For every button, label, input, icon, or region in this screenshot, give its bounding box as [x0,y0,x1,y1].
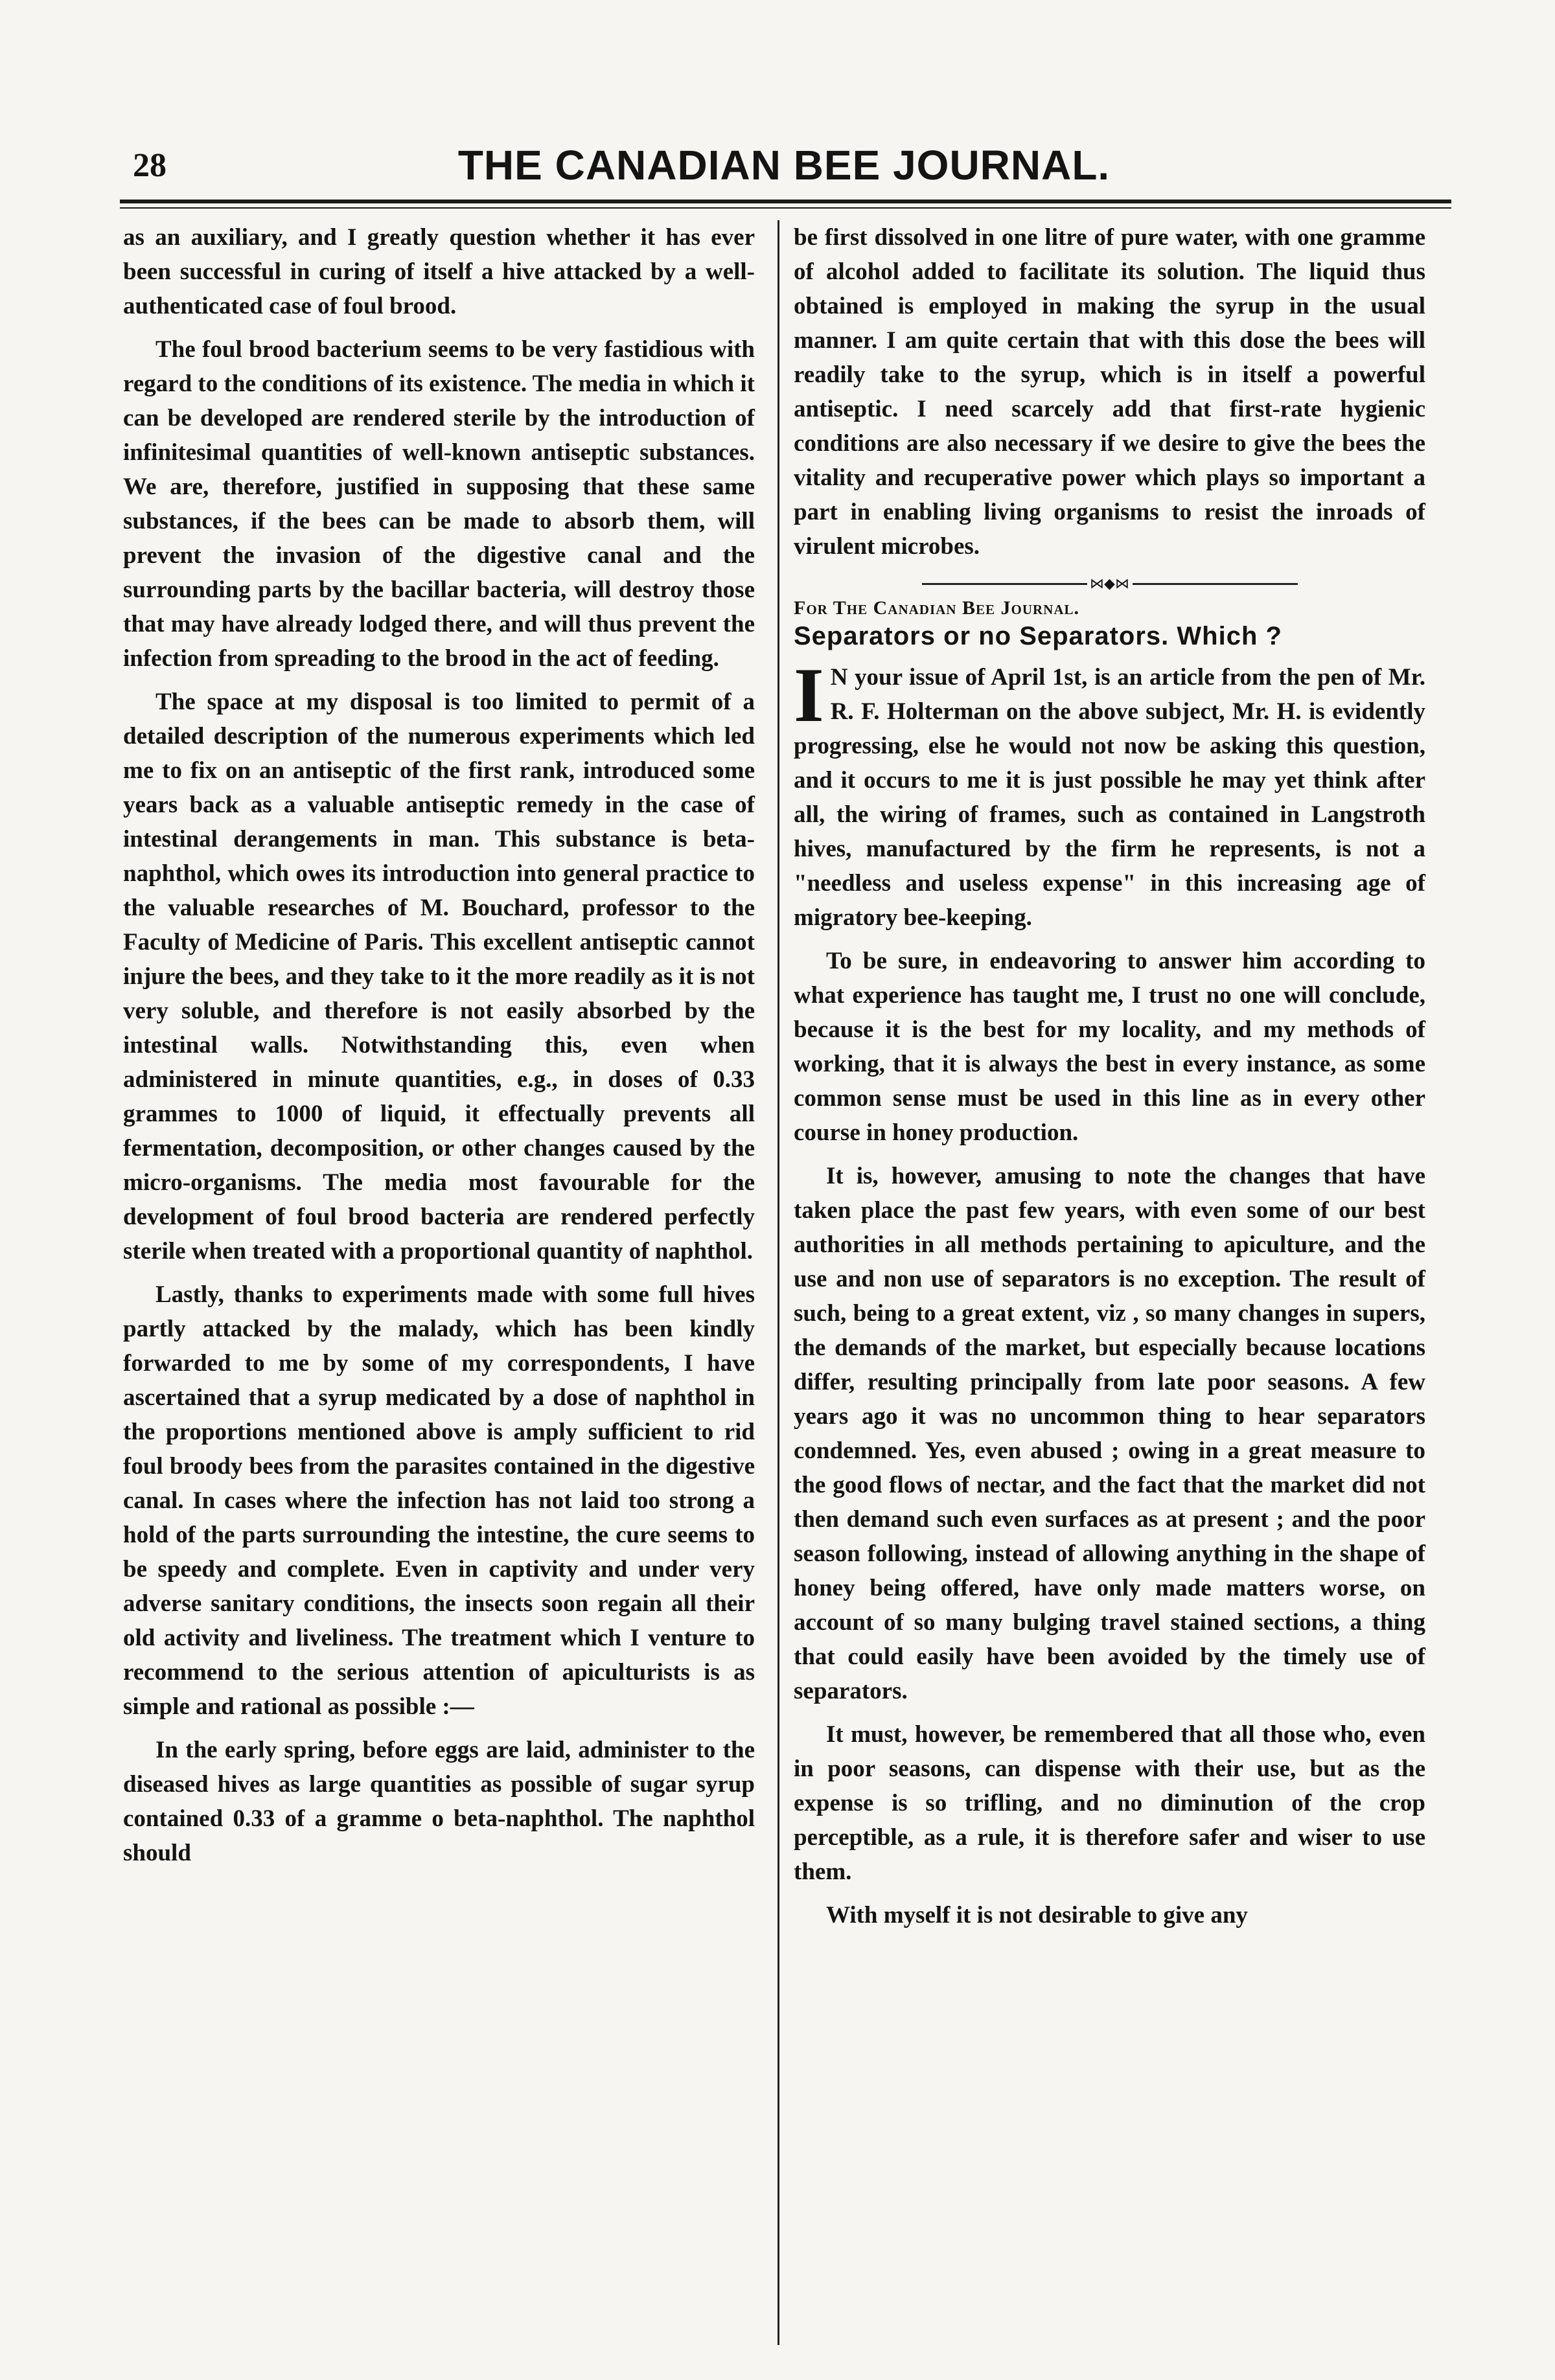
page-number: 28 [133,147,167,184]
column-divider [778,220,779,2345]
paragraph: To be sure, in endeavoring to answer him according to what experience has taught me, I trust no one will conclude, because it is the best for my locality, and my methods of working, that it is always the best in every instance, as some common sense must be used in this line as in every other course in honey production. [794,948,1425,1146]
left-column [123,220,755,1879]
header-rule-thin [120,207,1451,209]
journal-title: THE CANADIAN BEE JOURNAL. [457,142,1111,189]
paragraph: The foul brood bacterium seems to be very fastidious with regard to the conditions of its existence. The media in which it can be developed are rendered sterile by the introduction of infinitesimal quantities of well-known antiseptic substances. We are, therefore, justified in supposing that these same substances, if the bees can be made to absorb them, will prevent the invasion of the digestive canal and the surrounding parts by the bacillar bacteria, will destroy those that may have already lodged there, and will thus prevent the infection from spreading to the brood in the act of feeding. [123,336,755,672]
paragraph: Lastly, thanks to experiments made with some full hives partly attacked by the malady, which has been kindly forwarded to me by some of my correspondents, I have ascertained that a syrup medicated by a dose of naphthol in the proportions mentioned above is amply sufficient to rid foul broody bees from the parasites contained in the digestive canal. In cases where the infection has not laid too strong a hold of the parts surrounding the intestine, the cure seems to be speedy and complete. Even in captivity and under very adverse sanitary conditions, the insects soon regain all their old activity and liveliness. The treatment which I venture to recommend to the serious attention of apiculturists is as simple and rational as possible :— [123,1281,755,1720]
article-first-paragraph [794,652,1425,935]
section-divider [922,575,1298,591]
paragraph: It is, however, amusing to note the changes that have taken place the past few years, with even some of our best authorities in all methods pertaining to apiculture, and the use and non use of separators is no exception. The result of such, being to a great extent, viz , so many changes in supers, the demands of the market, but especially because locations differ, resulting principally from late poor seasons. A few years ago it was no uncommon thing to hear separators condemned. Yes, even abused ; owing in a great measure to the good flows of nectar, and the fact that the market did not then demand such even surfaces as at present ; and the poor season following, instead of allowing anything in the shape of honey being offered, have only made matters worse, on account of so many bulging travel stained sections, a thing that could easily have been avoided by the timely use of separators. [794,1163,1425,1704]
first-paragraph-text: N your issue of April 1st, is an article from the pen of Mr. R. F. Holterman on the above subject, Mr. H. is evidently progressing, else he would not now be asking this question, and it occurs to me it is just possible he may yet think after all, the wiring of frames, such as contained in Langstroth hives, manufactured by the firm he represents, is not a "needless and useless expense" in this increasing age of migratory bee-keeping. [794,664,1425,931]
article-byline: For The Canadian Bee Journal. [794,597,1079,619]
paragraph: It must, however, be remembered that all those who, even in poor seasons, can dispense with their use, but as the expense is so trifling, and no diminution of the crop perceptible, as a rule, it is therefore safer and wiser to use them. [794,1721,1425,1885]
paragraph: be first dissolved in one litre of pure water, with one gramme of alcohol added to facilitate its solution. The liquid thus obtained is employed in making the syrup in the usual manner. I am quite certain that with this dose the bees will readily take to the syrup, which is in itself a powerful antiseptic. I need scarcely add that first-rate hygienic conditions are also necessary if we desire to give the bees the vitality and recuperative power which plays so important a part in enabling living organisms to resist the inroads of virulent microbes. [794,224,1425,560]
paragraph: With myself it is not desirable to give any [826,1902,1248,1928]
divider-ornament-icon: ⋈◆⋈ [1090,575,1129,591]
paragraph: as an auxiliary, and I greatly question whether it has ever been successful in curing of itself a hive attacked by a well-authenticated case of foul brood. [123,224,755,319]
right-column [794,220,1425,1941]
divider-line-left [922,583,1087,585]
drop-cap: I [794,652,824,738]
page-header [120,135,1448,187]
paragraph: In the early spring, before eggs are laid, administer to the diseased hives as large quantities as possible of sugar syrup contained 0.33 of a gramme o beta-naphthol. The naphthol should [123,1737,755,1866]
divider-line-right [1133,583,1298,585]
header-rule-thick [120,200,1451,203]
article-title: Separators or no Separators. Which ? [794,622,1282,650]
paragraph: The space at my disposal is too limited to permit of a detailed description of the numerous experiments which led me to fix on an antiseptic of the first rank, introduced some years back as a valuable antiseptic remedy in the case of intestinal derangements in man. This substance is beta-naphthol, which owes its introduction into general practice to the valuable researches of M. Bouchard, professor to the Faculty of Medicine of Paris. This excellent antiseptic cannot injure the bees, and they take to it the more readily as it is not very soluble, and therefore is not easily absorbed by the intestinal walls. Notwithstanding this, even when administered in minute quantities, e.g., in doses of 0.33 grammes to 1000 of liquid, it effectually prevents all fermentation, decomposition, or other changes caused by the micro-organisms. The media most favourable for the development of foul brood bacteria are rendered perfectly sterile when treated with a proportional quantity of naphthol. [123,689,755,1264]
